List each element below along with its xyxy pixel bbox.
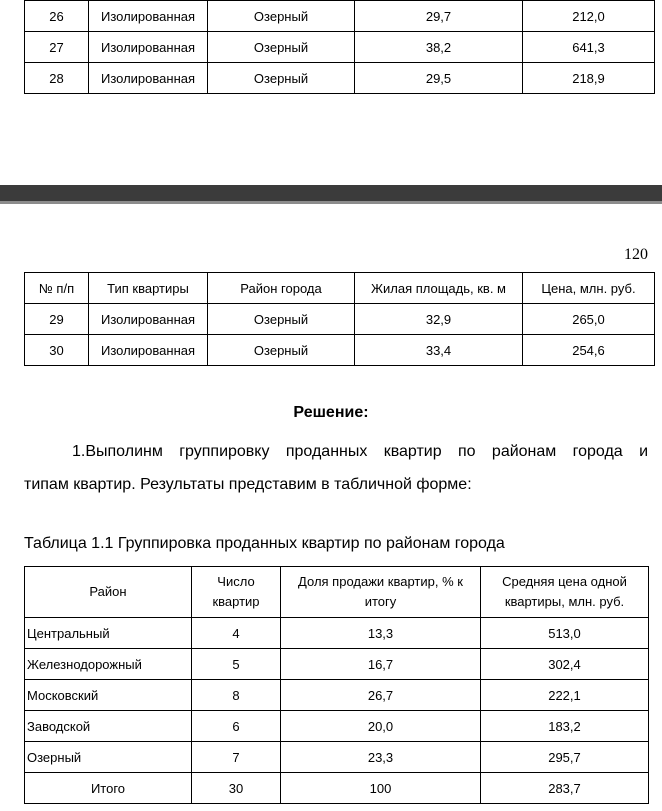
cell-share: 20,0 — [281, 711, 481, 742]
cell-type: Изолированная — [89, 32, 208, 63]
cell-count: 4 — [192, 618, 281, 649]
header-count-line: Число — [217, 574, 255, 589]
cell-count: 30 — [192, 773, 281, 804]
cell-share: 100 — [281, 773, 481, 804]
cell-area: 38,2 — [355, 32, 523, 63]
table-row — [25, 335, 655, 366]
paragraph-line: типам квартир. Результаты представим в табличной форме: — [24, 476, 472, 493]
cell-number: 26 — [25, 1, 89, 32]
cell-price: 254,6 — [523, 335, 655, 366]
cell-number: 27 — [25, 32, 89, 63]
table-header-row — [25, 567, 649, 618]
cell-count: 8 — [192, 680, 281, 711]
cell-type: Изолированная — [89, 1, 208, 32]
table-caption: Таблица 1.1 Группировка проданных квартир по районам города — [24, 535, 505, 552]
header-district: Район — [25, 567, 192, 618]
table-row — [25, 742, 649, 773]
page-break-divider — [0, 185, 662, 204]
cell-price: 218,9 — [523, 63, 655, 94]
cell-avg-price: 295,7 — [481, 742, 649, 773]
header-count — [192, 567, 281, 618]
cell-type: Изолированная — [89, 304, 208, 335]
cell-price: 265,0 — [523, 304, 655, 335]
cell-total-label: Итого — [25, 773, 192, 804]
cell-avg-price: 283,7 — [481, 773, 649, 804]
cell-district: Озерный — [208, 335, 355, 366]
cell-district: Озерный — [208, 1, 355, 32]
header-count-line: квартир — [212, 594, 260, 609]
header-avg-price — [481, 567, 649, 618]
table-row — [25, 618, 649, 649]
cell-district: Озерный — [208, 304, 355, 335]
cell-count: 6 — [192, 711, 281, 742]
apartments-table-bottom — [24, 272, 655, 366]
table-header-row — [25, 273, 655, 304]
solution-paragraph — [24, 435, 648, 501]
cell-district: Московский — [25, 680, 192, 711]
cell-price: 641,3 — [523, 32, 655, 63]
cell-share: 26,7 — [281, 680, 481, 711]
table-row — [25, 304, 655, 335]
cell-area: 29,7 — [355, 1, 523, 32]
cell-type: Изолированная — [89, 335, 208, 366]
header-share-line: итогу — [364, 594, 397, 609]
table-row — [25, 711, 649, 742]
header-number: № п/п — [25, 273, 89, 304]
cell-district: Центральный — [25, 618, 192, 649]
apartments-table-top — [24, 0, 655, 94]
header-area: Жилая площадь, кв. м — [355, 273, 523, 304]
cell-avg-price: 513,0 — [481, 618, 649, 649]
cell-share: 13,3 — [281, 618, 481, 649]
cell-share: 23,3 — [281, 742, 481, 773]
paragraph-line: 1.Выполинм группировку проданных квартир по районам города и — [72, 443, 648, 460]
cell-district: Озерный — [208, 63, 355, 94]
cell-number: 29 — [25, 304, 89, 335]
cell-area: 32,9 — [355, 304, 523, 335]
table-row — [25, 649, 649, 680]
grouping-table — [24, 566, 649, 804]
cell-type: Изолированная — [89, 63, 208, 94]
table-row — [25, 680, 649, 711]
header-district: Район города — [208, 273, 355, 304]
page-number: 120 — [624, 246, 648, 263]
cell-avg-price: 302,4 — [481, 649, 649, 680]
cell-district: Заводской — [25, 711, 192, 742]
cell-area: 33,4 — [355, 335, 523, 366]
cell-district: Железнодорожный — [25, 649, 192, 680]
table-total-row — [25, 773, 649, 804]
header-price: Цена, млн. руб. — [523, 273, 655, 304]
cell-share: 16,7 — [281, 649, 481, 680]
solution-heading: Решение: — [293, 404, 369, 421]
cell-count: 7 — [192, 742, 281, 773]
header-share-line: Доля продажи квартир, % к — [298, 574, 463, 589]
cell-number: 28 — [25, 63, 89, 94]
header-avg-line: квартиры, млн. руб. — [504, 594, 625, 609]
cell-district: Озерный — [208, 32, 355, 63]
header-type: Тип квартиры — [89, 273, 208, 304]
table-row — [25, 1, 655, 32]
cell-area: 29,5 — [355, 63, 523, 94]
cell-avg-price: 183,2 — [481, 711, 649, 742]
cell-price: 212,0 — [523, 1, 655, 32]
cell-avg-price: 222,1 — [481, 680, 649, 711]
table-row — [25, 63, 655, 94]
table-row — [25, 32, 655, 63]
header-avg-line: Средняя цена одной — [502, 574, 627, 589]
header-share — [281, 567, 481, 618]
cell-count: 5 — [192, 649, 281, 680]
cell-number: 30 — [25, 335, 89, 366]
cell-district: Озерный — [25, 742, 192, 773]
